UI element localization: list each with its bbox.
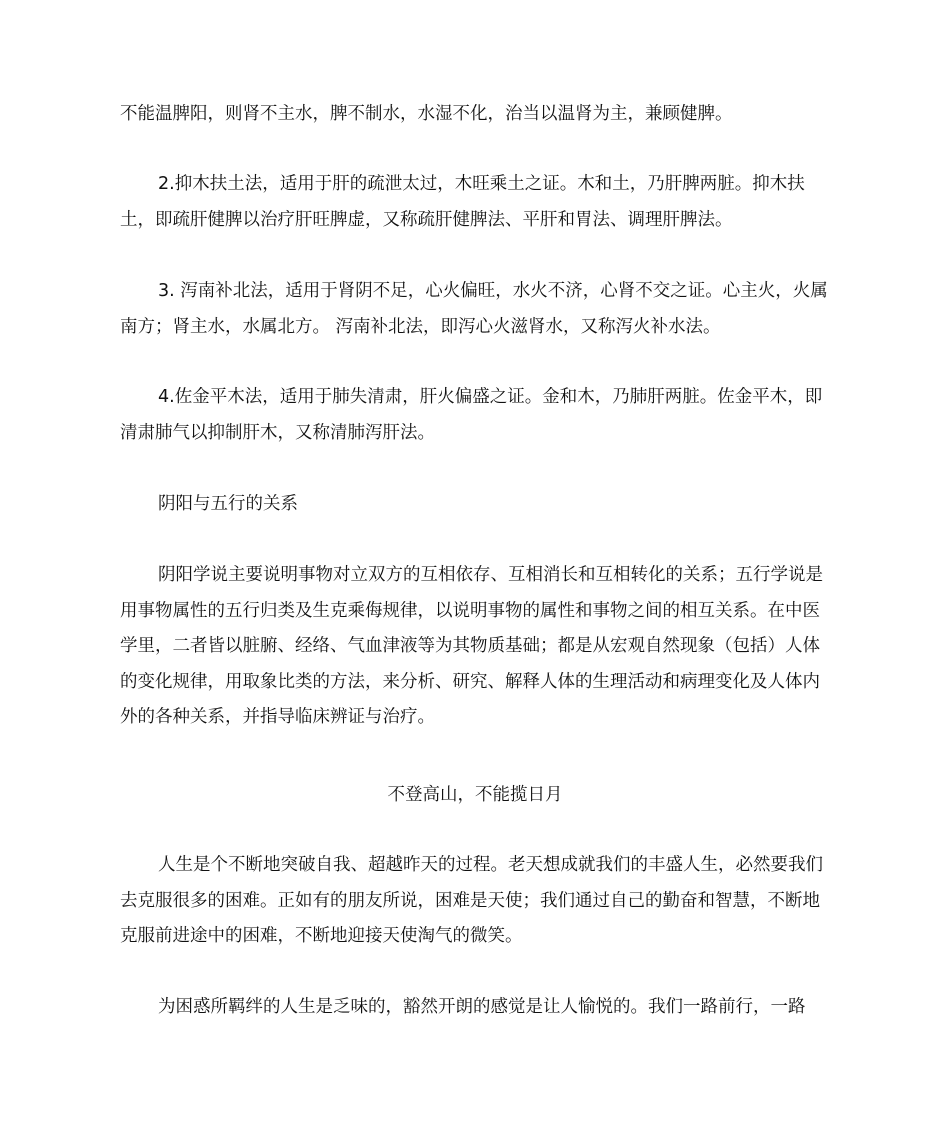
article-title: 不登高山，不能揽日月	[387, 785, 563, 805]
paragraph-continuation: 不能温脾阳，则肾不主水，脾不制水，水湿不化，治当以温肾为主，兼顾健脾。	[120, 104, 733, 124]
paragraph-method-2: 2.抑木扶土法，适用于肝的疏泄太过，木旺乘土之证。木和土，乃肝脾两脏。抑木扶土，即疏肝健脾以治疗肝旺脾虚，又称疏肝健脾法、平肝和胃法、调理肝脾法。	[120, 174, 805, 230]
section-heading-yinyang-wuxing: 阴阳与五行的关系	[158, 494, 298, 514]
paragraph-method-4: 4.佐金平木法，适用于肺失清肃，肝火偏盛之证。金和木，乃肺肝两脏。佐金平木，即清肃肺气以抑制肝木，又称清肺泻肝法。	[120, 387, 823, 443]
paragraph-yinyang-wuxing: 阴阳学说主要说明事物对立双方的互相依存、互相消长和互相转化的关系；五行学说是用事物属性的五行归类及生克乘侮规律，以说明事物的属性和事物之间的相互关系。在中医学里，二者皆以脏腑、经络、气血津液等为其物质基础；都是从宏观自然现象（包括）人体的变化规律，用取象比类的方法，来分析、研究、解释人体的生理活动和病理变化及人体内外的各种关系，并指导临床辨证与治疗。	[120, 565, 823, 727]
paragraph-method-3: 3. 泻南补北法，适用于肾阴不足，心火偏旺，水火不济，心肾不交之证。心主火，火属南方；肾主水，水属北方。 泻南补北法，即泻心火滋肾水，又称泻火补水法。	[120, 281, 828, 337]
paragraph-life-1: 人生是个不断地突破自我、超越昨天的过程。老天想成就我们的丰盛人生，必然要我们去克服很多的困难。正如有的朋友所说，困难是天使；我们通过自己的勤奋和智慧，不断地克服前进途中的困难，不断地迎接天使淘气的微笑。	[120, 855, 823, 946]
paragraph-life-2: 为困惑所羁绊的人生是乏味的，豁然开朗的感觉是让人愉悦的。我们一路前行，一路	[158, 997, 806, 1017]
